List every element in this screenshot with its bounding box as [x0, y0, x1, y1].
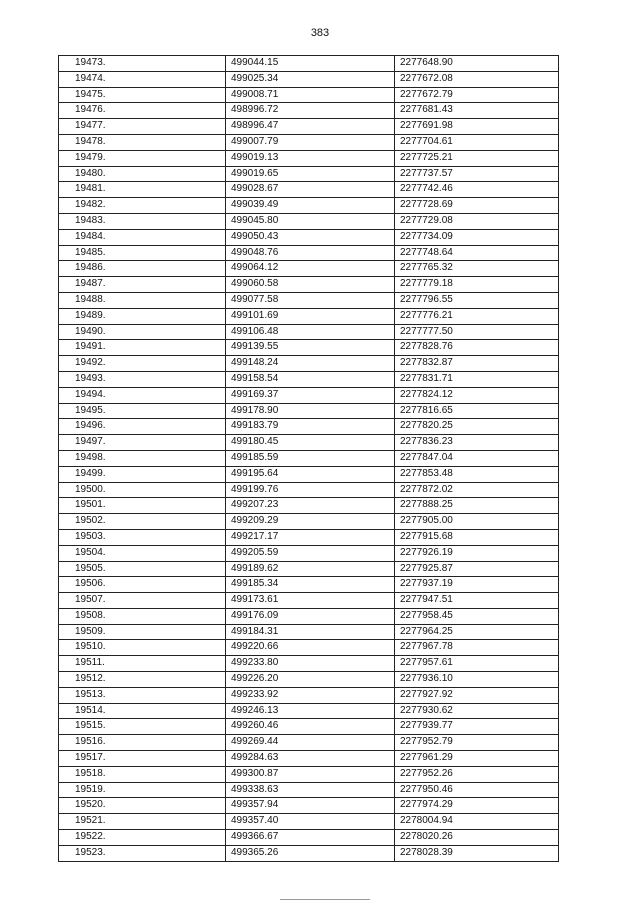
point-number-cell: 19504.: [59, 545, 226, 561]
x-coordinate-cell: 498996.47: [226, 119, 395, 135]
x-coordinate-cell: 499101.69: [226, 308, 395, 324]
coordinates-table: [58, 55, 559, 862]
y-coordinate-cell: 2277915.68: [395, 529, 559, 545]
x-coordinate-cell: 499045.80: [226, 213, 395, 229]
point-number-cell: 19486.: [59, 261, 226, 277]
table-row: [59, 134, 559, 150]
y-coordinate-cell: 2277776.21: [395, 308, 559, 324]
x-coordinate-cell: 499260.46: [226, 719, 395, 735]
x-coordinate-cell: 498996.72: [226, 103, 395, 119]
y-coordinate-cell: 2277958.45: [395, 608, 559, 624]
table-row: [59, 182, 559, 198]
y-coordinate-cell: 2277734.09: [395, 229, 559, 245]
x-coordinate-cell: 499007.79: [226, 134, 395, 150]
table-row: [59, 798, 559, 814]
point-number-cell: 19493.: [59, 371, 226, 387]
table-row: [59, 561, 559, 577]
x-coordinate-cell: 499048.76: [226, 245, 395, 261]
y-coordinate-cell: 2277964.25: [395, 624, 559, 640]
point-number-cell: 19511.: [59, 656, 226, 672]
y-coordinate-cell: 2277748.64: [395, 245, 559, 261]
table-row: [59, 340, 559, 356]
footer-rule: [280, 899, 370, 900]
coordinates-table-body: [59, 56, 559, 862]
table-row: [59, 87, 559, 103]
x-coordinate-cell: 499366.67: [226, 830, 395, 846]
table-row: [59, 403, 559, 419]
y-coordinate-cell: 2277926.19: [395, 545, 559, 561]
table-row: [59, 735, 559, 751]
x-coordinate-cell: 499357.40: [226, 814, 395, 830]
y-coordinate-cell: 2277888.25: [395, 498, 559, 514]
y-coordinate-cell: 2277937.19: [395, 577, 559, 593]
x-coordinate-cell: 499050.43: [226, 229, 395, 245]
point-number-cell: 19494.: [59, 387, 226, 403]
x-coordinate-cell: 499357.94: [226, 798, 395, 814]
y-coordinate-cell: 2277681.43: [395, 103, 559, 119]
table-row: [59, 166, 559, 182]
point-number-cell: 19514.: [59, 703, 226, 719]
point-number-cell: 19482.: [59, 198, 226, 214]
x-coordinate-cell: 499028.67: [226, 182, 395, 198]
point-number-cell: 19495.: [59, 403, 226, 419]
x-coordinate-cell: 499139.55: [226, 340, 395, 356]
table-row: [59, 103, 559, 119]
table-row: [59, 751, 559, 767]
table-row: [59, 450, 559, 466]
x-coordinate-cell: 499180.45: [226, 435, 395, 451]
x-coordinate-cell: 499199.76: [226, 482, 395, 498]
point-number-cell: 19520.: [59, 798, 226, 814]
table-row: [59, 830, 559, 846]
x-coordinate-cell: 499158.54: [226, 371, 395, 387]
table-row: [59, 814, 559, 830]
table-row: [59, 608, 559, 624]
y-coordinate-cell: 2277729.08: [395, 213, 559, 229]
y-coordinate-cell: 2277691.98: [395, 119, 559, 135]
x-coordinate-cell: 499185.59: [226, 450, 395, 466]
point-number-cell: 19477.: [59, 119, 226, 135]
x-coordinate-cell: 499233.80: [226, 656, 395, 672]
point-number-cell: 19500.: [59, 482, 226, 498]
y-coordinate-cell: 2277742.46: [395, 182, 559, 198]
table-row: [59, 545, 559, 561]
y-coordinate-cell: 2277828.76: [395, 340, 559, 356]
y-coordinate-cell: 2278004.94: [395, 814, 559, 830]
point-number-cell: 19508.: [59, 608, 226, 624]
x-coordinate-cell: 499183.79: [226, 419, 395, 435]
table-row: [59, 198, 559, 214]
point-number-cell: 19483.: [59, 213, 226, 229]
point-number-cell: 19509.: [59, 624, 226, 640]
y-coordinate-cell: 2277872.02: [395, 482, 559, 498]
x-coordinate-cell: 499207.23: [226, 498, 395, 514]
point-number-cell: 19506.: [59, 577, 226, 593]
x-coordinate-cell: 499226.20: [226, 672, 395, 688]
point-number-cell: 19491.: [59, 340, 226, 356]
table-row: [59, 71, 559, 87]
table-row: [59, 498, 559, 514]
table-row: [59, 435, 559, 451]
x-coordinate-cell: 499019.65: [226, 166, 395, 182]
y-coordinate-cell: 2277847.04: [395, 450, 559, 466]
y-coordinate-cell: 2277974.29: [395, 798, 559, 814]
point-number-cell: 19480.: [59, 166, 226, 182]
point-number-cell: 19474.: [59, 71, 226, 87]
table-row: [59, 514, 559, 530]
table-row: [59, 482, 559, 498]
y-coordinate-cell: 2277967.78: [395, 640, 559, 656]
point-number-cell: 19473.: [59, 56, 226, 72]
point-number-cell: 19497.: [59, 435, 226, 451]
x-coordinate-cell: 499209.29: [226, 514, 395, 530]
y-coordinate-cell: 2277704.61: [395, 134, 559, 150]
point-number-cell: 19521.: [59, 814, 226, 830]
table-row: [59, 56, 559, 72]
y-coordinate-cell: 2277952.79: [395, 735, 559, 751]
y-coordinate-cell: 2277796.55: [395, 292, 559, 308]
table-row: [59, 466, 559, 482]
y-coordinate-cell: 2277836.23: [395, 435, 559, 451]
point-number-cell: 19510.: [59, 640, 226, 656]
table-row: [59, 640, 559, 656]
table-row: [59, 387, 559, 403]
table-row: [59, 845, 559, 861]
x-coordinate-cell: 499044.15: [226, 56, 395, 72]
y-coordinate-cell: 2277961.29: [395, 751, 559, 767]
table-row: [59, 261, 559, 277]
x-coordinate-cell: 499365.26: [226, 845, 395, 861]
point-number-cell: 19516.: [59, 735, 226, 751]
table-row: [59, 356, 559, 372]
y-coordinate-cell: 2277930.62: [395, 703, 559, 719]
y-coordinate-cell: 2277816.65: [395, 403, 559, 419]
point-number-cell: 19505.: [59, 561, 226, 577]
y-coordinate-cell: 2277672.08: [395, 71, 559, 87]
point-number-cell: 19484.: [59, 229, 226, 245]
point-number-cell: 19487.: [59, 277, 226, 293]
x-coordinate-cell: 499185.34: [226, 577, 395, 593]
y-coordinate-cell: 2277737.57: [395, 166, 559, 182]
table-row: [59, 277, 559, 293]
point-number-cell: 19475.: [59, 87, 226, 103]
table-row: [59, 371, 559, 387]
x-coordinate-cell: 499178.90: [226, 403, 395, 419]
point-number-cell: 19501.: [59, 498, 226, 514]
point-number-cell: 19503.: [59, 529, 226, 545]
table-row: [59, 624, 559, 640]
point-number-cell: 19479.: [59, 150, 226, 166]
point-number-cell: 19522.: [59, 830, 226, 846]
page-number: 383: [310, 27, 330, 39]
x-coordinate-cell: 499217.17: [226, 529, 395, 545]
y-coordinate-cell: 2277777.50: [395, 324, 559, 340]
y-coordinate-cell: 2277648.90: [395, 56, 559, 72]
table-row: [59, 719, 559, 735]
point-number-cell: 19517.: [59, 751, 226, 767]
x-coordinate-cell: 499300.87: [226, 766, 395, 782]
x-coordinate-cell: 499008.71: [226, 87, 395, 103]
x-coordinate-cell: 499064.12: [226, 261, 395, 277]
x-coordinate-cell: 499184.31: [226, 624, 395, 640]
y-coordinate-cell: 2277725.21: [395, 150, 559, 166]
table-row: [59, 577, 559, 593]
point-number-cell: 19476.: [59, 103, 226, 119]
x-coordinate-cell: 499195.64: [226, 466, 395, 482]
y-coordinate-cell: 2277939.77: [395, 719, 559, 735]
table-row: [59, 593, 559, 609]
point-number-cell: 19496.: [59, 419, 226, 435]
y-coordinate-cell: 2277950.46: [395, 782, 559, 798]
point-number-cell: 19519.: [59, 782, 226, 798]
point-number-cell: 19498.: [59, 450, 226, 466]
table-row: [59, 324, 559, 340]
point-number-cell: 19478.: [59, 134, 226, 150]
table-row: [59, 119, 559, 135]
y-coordinate-cell: 2277765.32: [395, 261, 559, 277]
y-coordinate-cell: 2277927.92: [395, 687, 559, 703]
y-coordinate-cell: 2277952.26: [395, 766, 559, 782]
table-row: [59, 245, 559, 261]
point-number-cell: 19499.: [59, 466, 226, 482]
x-coordinate-cell: 499338.63: [226, 782, 395, 798]
x-coordinate-cell: 499019.13: [226, 150, 395, 166]
point-number-cell: 19515.: [59, 719, 226, 735]
table-row: [59, 766, 559, 782]
x-coordinate-cell: 499246.13: [226, 703, 395, 719]
x-coordinate-cell: 499148.24: [226, 356, 395, 372]
y-coordinate-cell: 2277936.10: [395, 672, 559, 688]
x-coordinate-cell: 499025.34: [226, 71, 395, 87]
y-coordinate-cell: 2277957.61: [395, 656, 559, 672]
x-coordinate-cell: 499189.62: [226, 561, 395, 577]
table-row: [59, 703, 559, 719]
x-coordinate-cell: 499205.59: [226, 545, 395, 561]
y-coordinate-cell: 2277820.25: [395, 419, 559, 435]
x-coordinate-cell: 499233.92: [226, 687, 395, 703]
y-coordinate-cell: 2277779.18: [395, 277, 559, 293]
y-coordinate-cell: 2277832.87: [395, 356, 559, 372]
y-coordinate-cell: 2277672.79: [395, 87, 559, 103]
point-number-cell: 19481.: [59, 182, 226, 198]
point-number-cell: 19488.: [59, 292, 226, 308]
y-coordinate-cell: 2277947.51: [395, 593, 559, 609]
y-coordinate-cell: 2277824.12: [395, 387, 559, 403]
x-coordinate-cell: 499173.61: [226, 593, 395, 609]
table-row: [59, 292, 559, 308]
point-number-cell: 19518.: [59, 766, 226, 782]
x-coordinate-cell: 499106.48: [226, 324, 395, 340]
point-number-cell: 19492.: [59, 356, 226, 372]
y-coordinate-cell: 2277905.00: [395, 514, 559, 530]
y-coordinate-cell: 2278028.39: [395, 845, 559, 861]
table-row: [59, 687, 559, 703]
x-coordinate-cell: 499176.09: [226, 608, 395, 624]
table-row: [59, 308, 559, 324]
point-number-cell: 19507.: [59, 593, 226, 609]
point-number-cell: 19512.: [59, 672, 226, 688]
y-coordinate-cell: 2277853.48: [395, 466, 559, 482]
table-row: [59, 656, 559, 672]
x-coordinate-cell: 499220.66: [226, 640, 395, 656]
x-coordinate-cell: 499060.58: [226, 277, 395, 293]
y-coordinate-cell: 2278020.26: [395, 830, 559, 846]
point-number-cell: 19490.: [59, 324, 226, 340]
point-number-cell: 19489.: [59, 308, 226, 324]
x-coordinate-cell: 499269.44: [226, 735, 395, 751]
table-row: [59, 213, 559, 229]
x-coordinate-cell: 499039.49: [226, 198, 395, 214]
x-coordinate-cell: 499077.58: [226, 292, 395, 308]
point-number-cell: 19523.: [59, 845, 226, 861]
x-coordinate-cell: 499284.63: [226, 751, 395, 767]
point-number-cell: 19485.: [59, 245, 226, 261]
point-number-cell: 19513.: [59, 687, 226, 703]
y-coordinate-cell: 2277925.87: [395, 561, 559, 577]
table-row: [59, 782, 559, 798]
point-number-cell: 19502.: [59, 514, 226, 530]
y-coordinate-cell: 2277831.71: [395, 371, 559, 387]
table-row: [59, 529, 559, 545]
y-coordinate-cell: 2277728.69: [395, 198, 559, 214]
table-row: [59, 150, 559, 166]
x-coordinate-cell: 499169.37: [226, 387, 395, 403]
table-row: [59, 229, 559, 245]
table-row: [59, 672, 559, 688]
table-row: [59, 419, 559, 435]
